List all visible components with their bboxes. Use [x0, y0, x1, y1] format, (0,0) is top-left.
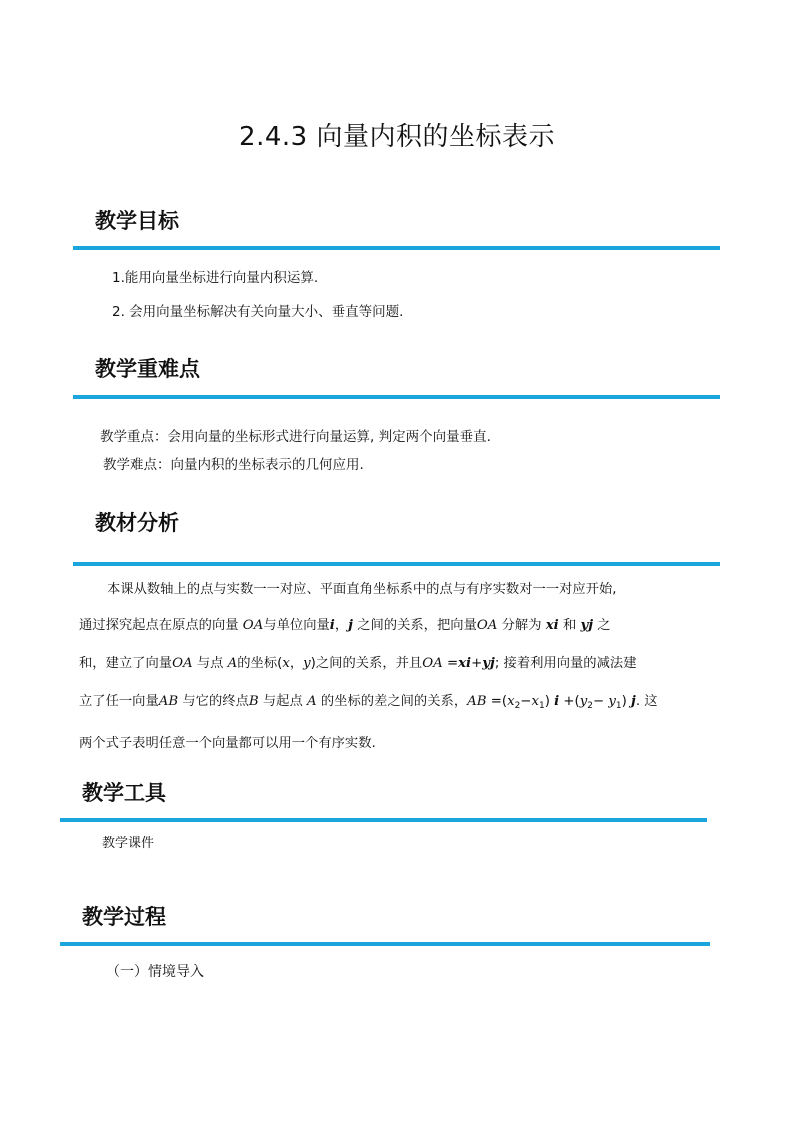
section-divider	[73, 246, 720, 250]
section-heading-objectives: 教学目标	[95, 209, 179, 233]
section-heading-tools: 教学工具	[82, 781, 166, 805]
analysis-line: 和，建立了向量OA 与点 A的坐标(x，y)之间的关系，并且OA =xi+yj; 接着利用向量的减法建	[79, 656, 637, 671]
section-divider	[60, 942, 710, 946]
tool-item: 教学课件	[102, 836, 155, 851]
analysis-line: 通过探究起点在原点的向量 OA与单位向量i，j 之间的关系，把向量OA 分解为 xi 和 yj 之	[79, 618, 611, 633]
section-heading-process: 教学过程	[82, 905, 166, 929]
key-point-item: 教学难点：向量内积的坐标表示的几何应用.	[103, 457, 364, 473]
analysis-line: 本课从数轴上的点与实数一一对应、平面直角坐标系中的点与有序实数对一一对应开始,	[107, 582, 617, 597]
objective-item: 1.能用向量坐标进行向量内积运算.	[112, 270, 319, 286]
section-divider	[73, 562, 720, 566]
section-heading-key-points: 教学重难点	[95, 357, 200, 381]
section-divider	[60, 818, 707, 822]
key-point-item: 教学重点：会用向量的坐标形式进行向量运算, 判定两个向量垂直.	[100, 429, 491, 445]
process-item: （一）情境导入	[106, 964, 204, 980]
section-heading-analysis: 教材分析	[95, 511, 179, 535]
objective-item: 2. 会用向量坐标解决有关向量大小、垂直等问题.	[112, 304, 404, 320]
analysis-line: 立了任一向量AB 与它的终点B 与起点 A 的坐标的差之间的关系，AB $=(x_2-x_1)$ $i +(y_2- y_1)$ j. 这	[79, 694, 658, 711]
section-divider	[73, 395, 720, 399]
page-title: 2.4.3 向量内积的坐标表示	[239, 122, 555, 152]
analysis-line: 两个式子表明任意一个向量都可以用一个有序实数.	[79, 736, 376, 751]
